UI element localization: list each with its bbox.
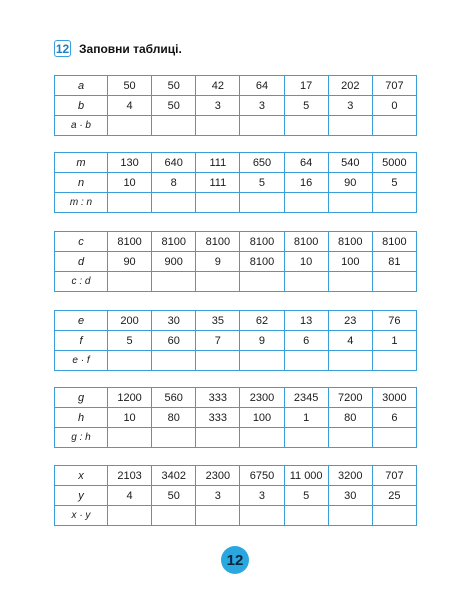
table-cell: 50 xyxy=(152,486,196,506)
table-cell: 25 xyxy=(372,486,416,506)
table-cell: 3 xyxy=(240,486,284,506)
answer-cell[interactable] xyxy=(196,506,240,526)
row-label: g xyxy=(55,388,108,408)
table-cell: 3 xyxy=(240,96,284,116)
table-cell: 81 xyxy=(372,252,416,272)
table-row-result xyxy=(55,351,417,371)
answer-cell[interactable] xyxy=(372,193,416,213)
table-cell: 8100 xyxy=(240,252,284,272)
table-row-result xyxy=(55,272,417,292)
table-cell: 7200 xyxy=(328,388,372,408)
table-cell: 50 xyxy=(152,96,196,116)
table-cell: 2103 xyxy=(108,466,152,486)
answer-cell[interactable] xyxy=(152,351,196,371)
table-cell: 560 xyxy=(152,388,196,408)
table-cell: 80 xyxy=(328,408,372,428)
answer-cell[interactable] xyxy=(196,272,240,292)
answer-cell[interactable] xyxy=(284,272,328,292)
table-cell: 3402 xyxy=(152,466,196,486)
table-row xyxy=(55,331,417,351)
table-cell: 50 xyxy=(108,76,152,96)
table-cell: 90 xyxy=(108,252,152,272)
table-cell: 0 xyxy=(372,96,416,116)
answer-cell[interactable] xyxy=(108,193,152,213)
answer-cell[interactable] xyxy=(240,428,284,448)
table-cell: 5 xyxy=(284,96,328,116)
table-row xyxy=(55,232,417,252)
answer-cell[interactable] xyxy=(328,351,372,371)
table-cell: 5 xyxy=(240,173,284,193)
answer-cell[interactable] xyxy=(240,351,284,371)
result-row-label: g : h xyxy=(55,428,108,448)
row-label: x xyxy=(55,466,108,486)
answer-cell[interactable] xyxy=(372,506,416,526)
table-cell: 100 xyxy=(328,252,372,272)
table-cell: 3 xyxy=(196,486,240,506)
table-cell: 30 xyxy=(152,311,196,331)
table-row-result xyxy=(55,116,417,136)
table-cell: 4 xyxy=(108,96,152,116)
table-cell: 9 xyxy=(196,252,240,272)
table-cell: 8100 xyxy=(196,232,240,252)
table-row-result xyxy=(55,193,417,213)
table-cell: 650 xyxy=(240,153,284,173)
table-cell: 10 xyxy=(108,408,152,428)
table-cell: 540 xyxy=(328,153,372,173)
table-cell: 17 xyxy=(284,76,328,96)
table-cell: 90 xyxy=(328,173,372,193)
row-label: c xyxy=(55,232,108,252)
table-cell: 16 xyxy=(284,173,328,193)
answer-cell[interactable] xyxy=(108,506,152,526)
table-cell: 8 xyxy=(152,173,196,193)
answer-cell[interactable] xyxy=(372,428,416,448)
table-cell: 30 xyxy=(328,486,372,506)
answer-cell[interactable] xyxy=(284,351,328,371)
table-multiply-x-y xyxy=(54,465,417,526)
row-label: y xyxy=(55,486,108,506)
table-cell: 9 xyxy=(240,331,284,351)
table-cell: 5000 xyxy=(372,153,416,173)
table-multiply-e-f xyxy=(54,310,417,371)
table-row-result xyxy=(55,506,417,526)
table-cell: 3 xyxy=(328,96,372,116)
answer-cell[interactable] xyxy=(152,428,196,448)
table-cell: 1 xyxy=(372,331,416,351)
table-cell: 202 xyxy=(328,76,372,96)
table-cell: 64 xyxy=(284,153,328,173)
table-cell: 8100 xyxy=(152,232,196,252)
table-cell: 3000 xyxy=(372,388,416,408)
table-cell: 5 xyxy=(284,486,328,506)
result-row-label: a · b xyxy=(55,116,108,136)
table-divide-g-h xyxy=(54,387,417,448)
table-cell: 8100 xyxy=(240,232,284,252)
table-cell: 76 xyxy=(372,311,416,331)
table-cell: 10 xyxy=(108,173,152,193)
task-header xyxy=(54,40,182,57)
table-cell: 23 xyxy=(328,311,372,331)
table-cell: 333 xyxy=(196,388,240,408)
table-cell: 64 xyxy=(240,76,284,96)
answer-cell[interactable] xyxy=(152,116,196,136)
table-cell: 8100 xyxy=(108,232,152,252)
table-cell: 4 xyxy=(108,486,152,506)
task-number-badge: 12 xyxy=(55,41,70,56)
table-cell: 2300 xyxy=(196,466,240,486)
table-cell: 707 xyxy=(372,466,416,486)
row-label: n xyxy=(55,173,108,193)
table-cell: 200 xyxy=(108,311,152,331)
table-divide-m-n xyxy=(54,152,417,213)
answer-cell[interactable] xyxy=(240,272,284,292)
table-cell: 707 xyxy=(372,76,416,96)
table-cell: 111 xyxy=(196,153,240,173)
answer-cell[interactable] xyxy=(328,272,372,292)
table-cell: 111 xyxy=(196,173,240,193)
result-row-label: x · y xyxy=(55,506,108,526)
answer-cell[interactable] xyxy=(284,428,328,448)
table-cell: 11 000 xyxy=(284,466,328,486)
table-cell: 2345 xyxy=(284,388,328,408)
table-cell: 100 xyxy=(240,408,284,428)
table-row xyxy=(55,408,417,428)
table-row xyxy=(55,466,417,486)
table-cell: 8100 xyxy=(284,232,328,252)
answer-cell[interactable] xyxy=(196,351,240,371)
answer-cell[interactable] xyxy=(328,193,372,213)
answer-cell[interactable] xyxy=(108,351,152,371)
table-cell: 50 xyxy=(152,76,196,96)
answer-cell[interactable] xyxy=(240,506,284,526)
row-label: h xyxy=(55,408,108,428)
answer-cell[interactable] xyxy=(328,506,372,526)
answer-cell[interactable] xyxy=(152,193,196,213)
answer-cell[interactable] xyxy=(328,116,372,136)
answer-cell[interactable] xyxy=(108,116,152,136)
table-cell: 35 xyxy=(196,311,240,331)
answer-cell[interactable] xyxy=(108,428,152,448)
answer-cell[interactable] xyxy=(284,116,328,136)
table-cell: 8100 xyxy=(328,232,372,252)
answer-cell[interactable] xyxy=(284,506,328,526)
table-row xyxy=(55,96,417,116)
table-cell: 6750 xyxy=(240,466,284,486)
answer-cell[interactable] xyxy=(196,193,240,213)
table-row xyxy=(55,388,417,408)
table-cell: 62 xyxy=(240,311,284,331)
result-row-label: e · f xyxy=(55,351,108,371)
table-cell: 5 xyxy=(372,173,416,193)
row-label: a xyxy=(55,76,108,96)
table-row xyxy=(55,173,417,193)
answer-cell[interactable] xyxy=(152,272,196,292)
table-cell: 42 xyxy=(196,76,240,96)
table-cell: 13 xyxy=(284,311,328,331)
table-cell: 8100 xyxy=(372,232,416,252)
answer-cell[interactable] xyxy=(372,272,416,292)
table-row xyxy=(55,311,417,331)
row-label: m xyxy=(55,153,108,173)
table-cell: 7 xyxy=(196,331,240,351)
table-row xyxy=(55,252,417,272)
table-multiply-a-b xyxy=(54,75,417,136)
table-cell: 130 xyxy=(108,153,152,173)
table-cell: 900 xyxy=(152,252,196,272)
answer-cell[interactable] xyxy=(108,272,152,292)
table-cell: 1200 xyxy=(108,388,152,408)
table-cell: 640 xyxy=(152,153,196,173)
table-divide-c-d xyxy=(54,231,417,292)
answer-cell[interactable] xyxy=(372,351,416,371)
row-label: d xyxy=(55,252,108,272)
table-row xyxy=(55,153,417,173)
page-number: 12 xyxy=(221,546,249,574)
row-label: e xyxy=(55,311,108,331)
table-cell: 4 xyxy=(328,331,372,351)
table-cell: 3 xyxy=(196,96,240,116)
table-cell: 6 xyxy=(372,408,416,428)
table-cell: 60 xyxy=(152,331,196,351)
result-row-label: m : n xyxy=(55,193,108,213)
answer-cell[interactable] xyxy=(196,116,240,136)
table-row xyxy=(55,486,417,506)
row-label: f xyxy=(55,331,108,351)
table-cell: 3200 xyxy=(328,466,372,486)
table-cell: 10 xyxy=(284,252,328,272)
answer-cell[interactable] xyxy=(196,428,240,448)
answer-cell[interactable] xyxy=(152,506,196,526)
answer-cell[interactable] xyxy=(240,193,284,213)
table-cell: 80 xyxy=(152,408,196,428)
table-cell: 5 xyxy=(108,331,152,351)
table-row xyxy=(55,76,417,96)
table-cell: 6 xyxy=(284,331,328,351)
result-row-label: c : d xyxy=(55,272,108,292)
answer-cell[interactable] xyxy=(284,193,328,213)
table-cell: 2300 xyxy=(240,388,284,408)
answer-cell[interactable] xyxy=(328,428,372,448)
answer-cell[interactable] xyxy=(240,116,284,136)
table-row-result xyxy=(55,428,417,448)
row-label: b xyxy=(55,96,108,116)
answer-cell[interactable] xyxy=(372,116,416,136)
task-title: Заповни таблиці. xyxy=(79,41,182,56)
table-cell: 1 xyxy=(284,408,328,428)
table-cell: 333 xyxy=(196,408,240,428)
